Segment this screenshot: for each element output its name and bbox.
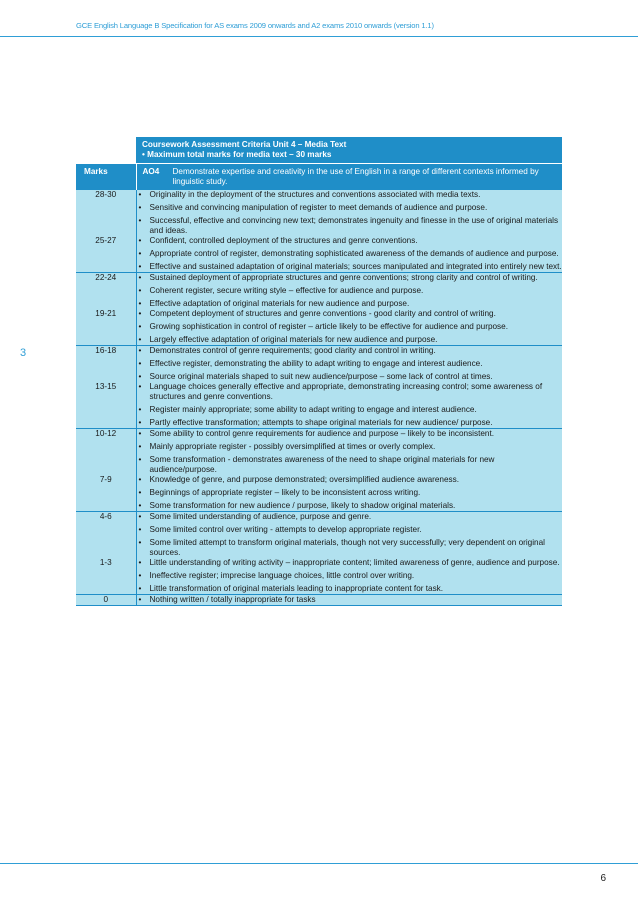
list-item: • Originality in the deployment of the structures and conventions associated with media texts. (137, 190, 563, 200)
band-descriptors (136, 429, 562, 476)
descriptor-list (137, 346, 563, 382)
marks-band: 0 (76, 595, 136, 606)
band-descriptors (136, 382, 562, 429)
table-row (76, 382, 562, 429)
ao-code: AO4 (142, 167, 160, 176)
list-item: • Successful, effective and convincing new text; demonstrates ingenuity and finesse in the use of original materials and ideas. (137, 216, 563, 236)
band-descriptors (136, 346, 562, 383)
descriptor-list (137, 512, 563, 558)
list-item: • Nothing written / totally inappropriate for tasks (137, 595, 563, 605)
list-item: • Effective register, demonstrating the ability to adapt writing to engage and interest audience. (137, 359, 563, 369)
band-descriptors (136, 309, 562, 346)
marks-band: 13-15 (76, 382, 136, 429)
list-item: • Some ability to control genre requirements for audience and purpose – likely to be inconsistent. (137, 429, 563, 439)
table-row (76, 309, 562, 346)
band-descriptors (136, 475, 562, 512)
assessment-criteria-table (76, 137, 562, 606)
band-descriptors (136, 236, 562, 273)
list-item: • Mainly appropriate register - possibly oversimplified at times or overly complex. (137, 442, 563, 452)
table-title-row (76, 137, 562, 164)
marks-band: 4-6 (76, 512, 136, 559)
descriptor-list (137, 309, 563, 345)
descriptor-list (137, 558, 563, 594)
list-item: • Beginnings of appropriate register – likely to be inconsistent across writing. (137, 488, 563, 498)
table-row (76, 512, 562, 559)
table-row (76, 558, 562, 595)
list-item: • Knowledge of genre, and purpose demonstrated; oversimplified audience awareness. (137, 475, 563, 485)
marks-column-header: Marks (76, 164, 136, 190)
list-item: • Some transformation for new audience / purpose, likely to shadow original materials. (137, 501, 563, 511)
list-item: • Some transformation - demonstrates awareness of the need to shape original materials for new audience/purpose. (137, 455, 563, 475)
table-header-row (76, 164, 562, 190)
list-item: • Coherent register, secure writing style – effective for audience and purpose. (137, 286, 563, 296)
list-item: • Sensitive and convincing manipulation of register to meet demands of audience and purpose. (137, 203, 563, 213)
running-header: GCE English Language B Specification for AS exams 2009 onwards and A2 exams 2010 onwards (version 1.1) (76, 21, 434, 30)
table-row (76, 429, 562, 476)
list-item: • Largely effective adaptation of original materials for new audience and purpose. (137, 335, 563, 345)
list-item: • Some limited attempt to transform original materials, though not very successfully; very dependent on original sources. (137, 538, 563, 558)
descriptor-list (137, 273, 563, 309)
list-item: • Demonstrates control of genre requirements; good clarity and control in writing. (137, 346, 563, 356)
descriptor-list (137, 190, 563, 236)
list-item: • Register mainly appropriate; some ability to adapt writing to engage and interest audience. (137, 405, 563, 415)
table-title-line-2: • Maximum total marks for media text – 30 marks (142, 150, 332, 159)
ao-description: Demonstrate expertise and creativity in the use of English in a range of different contexts informed by linguistic study. (172, 167, 539, 186)
list-item: • Partly effective transformation; attempts to shape original materials for new audience/ purpose. (137, 418, 563, 428)
header-rule (0, 36, 638, 37)
footer-rule (0, 863, 638, 864)
table-row (76, 475, 562, 512)
band-descriptors (136, 558, 562, 595)
list-item: • Growing sophistication in control of register – article likely to be effective for audience and purpose. (137, 322, 563, 332)
list-item: • Confident, controlled deployment of the structures and genre conventions. (137, 236, 563, 246)
descriptor-list (137, 382, 563, 428)
table-row (76, 273, 562, 310)
marks-band: 1-3 (76, 558, 136, 595)
descriptor-list (137, 236, 563, 272)
marks-band: 19-21 (76, 309, 136, 346)
list-item: • Source original materials shaped to suit new audience/purpose – some lack of control at times. (137, 372, 563, 382)
table-title-line-1: Coursework Assessment Criteria Unit 4 – Media Text (142, 140, 347, 149)
list-item: • Some limited understanding of audience, purpose and genre. (137, 512, 563, 522)
descriptor-list (137, 429, 563, 475)
page-number: 6 (600, 873, 606, 884)
table-row (76, 236, 562, 273)
table-title (136, 137, 562, 164)
band-descriptors (136, 273, 562, 310)
marks-band: 25-27 (76, 236, 136, 273)
descriptor-list (137, 475, 563, 511)
section-number: 3 (20, 347, 27, 359)
marks-band: 22-24 (76, 273, 136, 310)
list-item: • Ineffective register; imprecise language choices, little control over writing. (137, 571, 563, 581)
list-item: • Effective and sustained adaptation of original materials; sources manipulated and integrated into entirely new text. (137, 262, 563, 272)
list-item: • Little transformation of original materials leading to inappropriate content for task. (137, 584, 563, 594)
descriptor-list (137, 595, 563, 605)
list-item: • Sustained deployment of appropriate structures and genre conventions; strong clarity and control of writing. (137, 273, 563, 283)
table-row (76, 190, 562, 237)
table-row (76, 595, 562, 606)
marks-band: 28-30 (76, 190, 136, 237)
ao-header (136, 164, 562, 190)
marks-band: 7-9 (76, 475, 136, 512)
list-item: • Appropriate control of register, demonstrating sophisticated awareness of the demands of audience and purpose. (137, 249, 563, 259)
band-descriptors (136, 190, 562, 237)
list-item: • Little understanding of writing activity – inappropriate content; limited awareness of genre, audience and purpose. (137, 558, 563, 568)
list-item: • Language choices generally effective and appropriate, demonstrating increasing control; some awareness of structures and genre conventions. (137, 382, 563, 402)
table-row (76, 346, 562, 383)
marks-band: 10-12 (76, 429, 136, 476)
list-item: • Competent deployment of structures and genre conventions - good clarity and control of writing. (137, 309, 563, 319)
marks-band: 16-18 (76, 346, 136, 383)
list-item: • Some limited control over writing - attempts to develop appropriate register. (137, 525, 563, 535)
band-descriptors (136, 595, 562, 606)
list-item: • Effective adaptation of original materials for new audience and purpose. (137, 299, 563, 309)
band-descriptors (136, 512, 562, 559)
